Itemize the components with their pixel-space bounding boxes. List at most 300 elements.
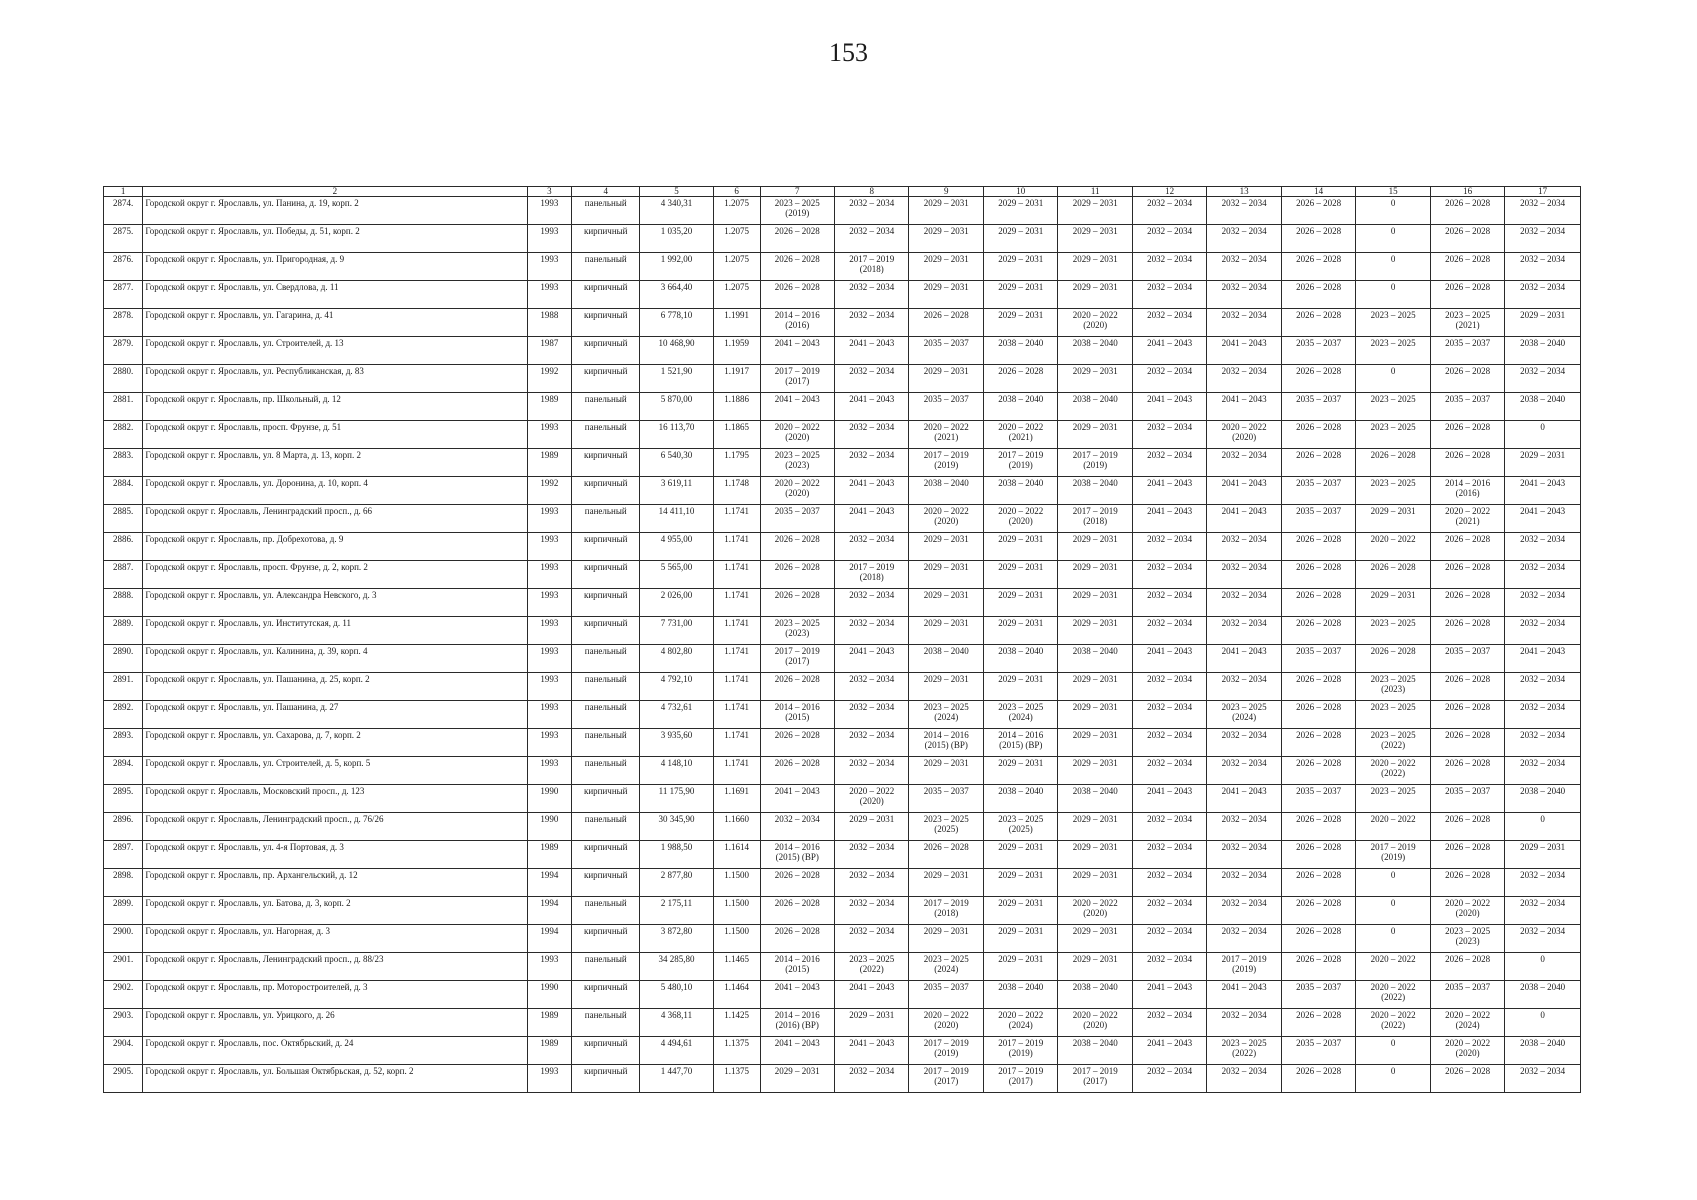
address-cell: Городской округ г. Ярославль, ул. Строителей, д. 5, корп. 5	[143, 757, 527, 785]
table-cell: 2029 – 2031	[1058, 757, 1132, 785]
table-cell: 2029 – 2031	[1356, 505, 1430, 533]
table-cell: 2017 – 2019 (2017)	[760, 645, 834, 673]
table-cell: 2041 – 2043	[1132, 505, 1206, 533]
table-cell: 2035 – 2037	[1430, 981, 1504, 1009]
table-cell: 1.1741	[713, 701, 760, 729]
table-cell: 2032 – 2034	[1207, 617, 1281, 645]
table-cell: 2026 – 2028	[1430, 253, 1504, 281]
table-cell: 2026 – 2028	[1281, 365, 1355, 393]
table-cell: 2032 – 2034	[1505, 757, 1581, 785]
table-cell: 1.1886	[713, 393, 760, 421]
table-cell: 1.1865	[713, 421, 760, 449]
table-cell: 1989	[527, 841, 572, 869]
table-cell: 2029 – 2031	[1058, 589, 1132, 617]
address-cell: Городской округ г. Ярославль, ул. Нагорная, д. 3	[143, 925, 527, 953]
address-cell: Городской округ г. Ярославль, ул. Доронина, д. 10, корп. 4	[143, 477, 527, 505]
table-cell: 2023 – 2025 (2022)	[1207, 1037, 1281, 1065]
row-number-cell: 2904.	[104, 1037, 143, 1065]
table-cell: 6 540,30	[640, 449, 713, 477]
table-cell: 2026 – 2028	[1281, 701, 1355, 729]
row-number-cell: 2884.	[104, 477, 143, 505]
table-cell: 2017 – 2019 (2018)	[835, 561, 909, 589]
table-cell: 2017 – 2019 (2019)	[909, 1037, 983, 1065]
table-cell: 2029 – 2031	[909, 365, 983, 393]
table-cell: 2035 – 2037	[1430, 645, 1504, 673]
table-cell: 2020 – 2022 (2022)	[1356, 1009, 1430, 1037]
table-cell: 2029 – 2031	[983, 869, 1057, 897]
table-cell: кирпичный	[572, 869, 640, 897]
table-cell: 2041 – 2043	[1207, 337, 1281, 365]
table-cell: 2026 – 2028	[1281, 225, 1355, 253]
row-number-cell: 2880.	[104, 365, 143, 393]
table-cell: 1993	[527, 225, 572, 253]
table-cell: 2026 – 2028	[1430, 589, 1504, 617]
table-row	[104, 841, 1581, 869]
column-header-7: 7	[760, 187, 834, 197]
table-cell: 1.1375	[713, 1065, 760, 1093]
table-cell: 2020 – 2022 (2022)	[1356, 981, 1430, 1009]
table-cell: 2029 – 2031	[909, 225, 983, 253]
table-cell: 0	[1356, 869, 1430, 897]
table-cell: 1.1795	[713, 449, 760, 477]
table-cell: 2023 – 2025 (2022)	[1356, 729, 1430, 757]
table-cell: 5 870,00	[640, 393, 713, 421]
table-cell: 2032 – 2034	[1207, 757, 1281, 785]
table-cell: кирпичный	[572, 841, 640, 869]
table-cell: 30 345,90	[640, 813, 713, 841]
table-cell: 2032 – 2034	[1132, 953, 1206, 981]
column-header-3: 3	[527, 187, 572, 197]
address-cell: Городской округ г. Ярославль, Ленинградский просп., д. 76/26	[143, 813, 527, 841]
table-cell: 2038 – 2040	[983, 337, 1057, 365]
table-cell: 2 175,11	[640, 897, 713, 925]
table-cell: 4 792,10	[640, 673, 713, 701]
table-cell: панельный	[572, 953, 640, 981]
column-header-17: 17	[1505, 187, 1581, 197]
table-cell: 2026 – 2028	[760, 869, 834, 897]
table-cell: 2032 – 2034	[835, 533, 909, 561]
table-row	[104, 673, 1581, 701]
table-cell: 2032 – 2034	[1207, 253, 1281, 281]
table-cell: 2029 – 2031	[1058, 869, 1132, 897]
table-cell: 34 285,80	[640, 953, 713, 981]
table-row	[104, 393, 1581, 421]
table-cell: панельный	[572, 505, 640, 533]
table-cell: 1.1741	[713, 757, 760, 785]
table-cell: 2026 – 2028	[1430, 673, 1504, 701]
table-cell: 2023 – 2025	[1356, 617, 1430, 645]
table-cell: 1990	[527, 785, 572, 813]
table-cell: 2026 – 2028	[1430, 281, 1504, 309]
table-cell: 2029 – 2031	[983, 757, 1057, 785]
table-cell: 2041 – 2043	[1207, 505, 1281, 533]
table-cell: 2041 – 2043	[835, 393, 909, 421]
table-cell: 1.1991	[713, 309, 760, 337]
table-row	[104, 813, 1581, 841]
table-cell: 2029 – 2031	[983, 953, 1057, 981]
table-cell: 2032 – 2034	[1505, 897, 1581, 925]
table-cell: 2038 – 2040	[1505, 981, 1581, 1009]
table-cell: 2026 – 2028	[1281, 869, 1355, 897]
table-cell: панельный	[572, 897, 640, 925]
table-cell: 11 175,90	[640, 785, 713, 813]
row-number-cell: 2886.	[104, 533, 143, 561]
address-cell: Городской округ г. Ярославль, ул. Строителей, д. 13	[143, 337, 527, 365]
row-number-cell: 2888.	[104, 589, 143, 617]
table-cell: 1.1425	[713, 1009, 760, 1037]
table-cell: 16 113,70	[640, 421, 713, 449]
table-cell: 2029 – 2031	[1058, 701, 1132, 729]
row-number-cell: 2875.	[104, 225, 143, 253]
table-cell: 2017 – 2019 (2019)	[983, 1037, 1057, 1065]
table-cell: 0	[1356, 925, 1430, 953]
table-cell: панельный	[572, 197, 640, 225]
column-header-5: 5	[640, 187, 713, 197]
table-cell: 1989	[527, 1037, 572, 1065]
table-cell: 1989	[527, 393, 572, 421]
table-row	[104, 281, 1581, 309]
table-row	[104, 253, 1581, 281]
address-cell: Городской округ г. Ярославль, пр. Добрехотова, д. 9	[143, 533, 527, 561]
table-cell: 2032 – 2034	[835, 589, 909, 617]
column-header-11: 11	[1058, 187, 1132, 197]
table-cell: 2026 – 2028	[1281, 617, 1355, 645]
table-cell: 2032 – 2034	[1207, 897, 1281, 925]
table-cell: 1.1500	[713, 897, 760, 925]
table-cell: 2032 – 2034	[1207, 225, 1281, 253]
table-cell: 1.1660	[713, 813, 760, 841]
table-cell: 2026 – 2028	[1281, 841, 1355, 869]
table-cell: 2026 – 2028	[760, 673, 834, 701]
table-cell: 2014 – 2016 (2016) (ВР)	[760, 1009, 834, 1037]
table-cell: 2041 – 2043	[760, 1037, 834, 1065]
table-cell: 1993	[527, 421, 572, 449]
table-cell: 2020 – 2022 (2021)	[909, 421, 983, 449]
row-number-cell: 2892.	[104, 701, 143, 729]
table-cell: 2038 – 2040	[983, 393, 1057, 421]
table-cell: 0	[1356, 1037, 1430, 1065]
table-cell: кирпичный	[572, 1065, 640, 1093]
address-cell: Городской округ г. Ярославль, ул. Пашанина, д. 27	[143, 701, 527, 729]
table-cell: 2029 – 2031	[1058, 729, 1132, 757]
address-cell: Городской округ г. Ярославль, ул. Пашанина, д. 25, корп. 2	[143, 673, 527, 701]
table-cell: 2029 – 2031	[1356, 589, 1430, 617]
table-cell: 2020 – 2022 (2020)	[1058, 309, 1132, 337]
table-cell: 2029 – 2031	[983, 197, 1057, 225]
table-cell: 2032 – 2034	[1505, 701, 1581, 729]
table-cell: 2041 – 2043	[1207, 393, 1281, 421]
table-cell: 2041 – 2043	[760, 393, 834, 421]
table-cell: 2038 – 2040	[909, 645, 983, 673]
table-cell: 2041 – 2043	[760, 981, 834, 1009]
table-cell: 2023 – 2025	[1356, 309, 1430, 337]
table-cell: кирпичный	[572, 281, 640, 309]
table-cell: 2029 – 2031	[983, 561, 1057, 589]
table-cell: 2026 – 2028	[1430, 197, 1504, 225]
address-cell: Городской округ г. Ярославль, ул. Калинина, д. 39, корп. 4	[143, 645, 527, 673]
table-cell: 1993	[527, 253, 572, 281]
table-cell: 2014 – 2016 (2015)	[760, 701, 834, 729]
address-cell: Городской округ г. Ярославль, пр. Моторостроителей, д. 3	[143, 981, 527, 1009]
row-number-cell: 2893.	[104, 729, 143, 757]
table-cell: 2020 – 2022 (2020)	[983, 505, 1057, 533]
table-cell: 2014 – 2016 (2016)	[760, 309, 834, 337]
table-cell: 2032 – 2034	[1505, 869, 1581, 897]
table-cell: 2032 – 2034	[835, 701, 909, 729]
table-cell: 2032 – 2034	[1132, 225, 1206, 253]
table-cell: 1993	[527, 673, 572, 701]
table-row	[104, 365, 1581, 393]
table-cell: 4 368,11	[640, 1009, 713, 1037]
table-cell: 2026 – 2028	[1281, 197, 1355, 225]
table-cell: 2020 – 2022 (2024)	[983, 1009, 1057, 1037]
table-cell: 0	[1356, 281, 1430, 309]
table-cell: 2029 – 2031	[909, 197, 983, 225]
table-cell: 4 955,00	[640, 533, 713, 561]
column-header-14: 14	[1281, 187, 1355, 197]
table-cell: 1993	[527, 589, 572, 617]
table-cell: 2032 – 2034	[835, 449, 909, 477]
table-cell: 2029 – 2031	[1058, 561, 1132, 589]
table-cell: 2032 – 2034	[1132, 757, 1206, 785]
table-cell: 1.1465	[713, 953, 760, 981]
table-cell: 2032 – 2034	[1207, 197, 1281, 225]
table-cell: 2041 – 2043	[835, 477, 909, 505]
table-cell: 2029 – 2031	[909, 533, 983, 561]
table-cell: 2041 – 2043	[760, 785, 834, 813]
table-cell: 2029 – 2031	[909, 869, 983, 897]
column-header-4: 4	[572, 187, 640, 197]
table-cell: 4 732,61	[640, 701, 713, 729]
table-cell: 2038 – 2040	[983, 785, 1057, 813]
table-cell: 3 664,40	[640, 281, 713, 309]
table-cell: 2020 – 2022 (2021)	[983, 421, 1057, 449]
table-cell: 2032 – 2034	[1207, 729, 1281, 757]
table-cell: 1993	[527, 645, 572, 673]
table-cell: 2029 – 2031	[909, 673, 983, 701]
table-cell: 2035 – 2037	[1281, 477, 1355, 505]
row-number-cell: 2887.	[104, 561, 143, 589]
row-number-cell: 2899.	[104, 897, 143, 925]
table-cell: 2032 – 2034	[1132, 309, 1206, 337]
table-cell: 2035 – 2037	[1281, 505, 1355, 533]
table-cell: 2029 – 2031	[983, 673, 1057, 701]
table-cell: 2032 – 2034	[1132, 421, 1206, 449]
table-cell: 2017 – 2019 (2019)	[1356, 841, 1430, 869]
address-cell: Городской округ г. Ярославль, пос. Октябрьский, д. 24	[143, 1037, 527, 1065]
table-cell: кирпичный	[572, 449, 640, 477]
address-cell: Городской округ г. Ярославль, ул. Урицкого, д. 26	[143, 1009, 527, 1037]
table-cell: панельный	[572, 1009, 640, 1037]
table-cell: 4 494,61	[640, 1037, 713, 1065]
table-cell: 2032 – 2034	[835, 421, 909, 449]
table-cell: 2038 – 2040	[1058, 785, 1132, 813]
table-cell: 2032 – 2034	[1207, 365, 1281, 393]
table-cell: 2026 – 2028	[1430, 869, 1504, 897]
table-cell: 1994	[527, 869, 572, 897]
table-cell: 2035 – 2037	[1281, 393, 1355, 421]
table-cell: 0	[1505, 1009, 1581, 1037]
table-cell: 5 480,10	[640, 981, 713, 1009]
table-cell: 2026 – 2028	[1281, 673, 1355, 701]
table-cell: 2032 – 2034	[1207, 1065, 1281, 1093]
table-cell: 1994	[527, 925, 572, 953]
table-cell: 2023 – 2025	[1356, 785, 1430, 813]
column-number-row	[104, 187, 1581, 197]
table-cell: 2041 – 2043	[835, 981, 909, 1009]
table-row	[104, 729, 1581, 757]
table-cell: 2020 – 2022 (2020)	[1058, 897, 1132, 925]
table-cell: 2035 – 2037	[1281, 981, 1355, 1009]
table-row	[104, 1065, 1581, 1093]
table-cell: 0	[1505, 813, 1581, 841]
table-cell: панельный	[572, 253, 640, 281]
table-cell: 2020 – 2022	[1356, 953, 1430, 981]
table-cell: 2029 – 2031	[1058, 953, 1132, 981]
table-cell: 1 447,70	[640, 1065, 713, 1093]
address-cell: Городской округ г. Ярославль, просп. Фрунзе, д. 51	[143, 421, 527, 449]
table-cell: 2023 – 2025 (2023)	[760, 617, 834, 645]
table-cell: 2032 – 2034	[1132, 561, 1206, 589]
row-number-cell: 2876.	[104, 253, 143, 281]
table-cell: кирпичный	[572, 1037, 640, 1065]
table-cell: 2032 – 2034	[1505, 1065, 1581, 1093]
table-cell: кирпичный	[572, 477, 640, 505]
address-cell: Городской округ г. Ярославль, ул. Александра Невского, д. 3	[143, 589, 527, 617]
table-cell: 2041 – 2043	[1207, 645, 1281, 673]
row-number-cell: 2879.	[104, 337, 143, 365]
table-cell: 2029 – 2031	[983, 617, 1057, 645]
table-cell: 1993	[527, 281, 572, 309]
row-number-cell: 2885.	[104, 505, 143, 533]
table-cell: 2032 – 2034	[1505, 197, 1581, 225]
table-cell: 2038 – 2040	[1058, 1037, 1132, 1065]
table-cell: 2020 – 2022	[1356, 813, 1430, 841]
table-row	[104, 953, 1581, 981]
table-cell: 2029 – 2031	[1058, 197, 1132, 225]
table-cell: 1993	[527, 617, 572, 645]
table-cell: 2032 – 2034	[1132, 1009, 1206, 1037]
table-cell: кирпичный	[572, 337, 640, 365]
column-header-13: 13	[1207, 187, 1281, 197]
address-cell: Городской округ г. Ярославль, ул. Пригородная, д. 9	[143, 253, 527, 281]
table-cell: 2023 – 2025 (2024)	[1207, 701, 1281, 729]
table-cell: 1.2075	[713, 253, 760, 281]
table-cell: 2041 – 2043	[1505, 645, 1581, 673]
table-cell: 2038 – 2040	[983, 981, 1057, 1009]
table-cell: 2032 – 2034	[1132, 729, 1206, 757]
table-row	[104, 1037, 1581, 1065]
table-cell: 2032 – 2034	[835, 309, 909, 337]
table-cell: 1989	[527, 449, 572, 477]
table-cell: 2032 – 2034	[835, 225, 909, 253]
table-cell: 2038 – 2040	[1505, 393, 1581, 421]
table-cell: 1 988,50	[640, 841, 713, 869]
table-cell: 1.1748	[713, 477, 760, 505]
table-cell: 2026 – 2028	[760, 729, 834, 757]
table-cell: 2014 – 2016 (2015) (ВР)	[760, 841, 834, 869]
table-cell: 0	[1356, 253, 1430, 281]
table-cell: 2029 – 2031	[909, 617, 983, 645]
table-cell: 2017 – 2019 (2019)	[909, 449, 983, 477]
table-row	[104, 785, 1581, 813]
column-header-12: 12	[1132, 187, 1206, 197]
table-cell: 2041 – 2043	[1132, 477, 1206, 505]
table-cell: 2026 – 2028	[1281, 533, 1355, 561]
table-cell: 2032 – 2034	[835, 197, 909, 225]
table-cell: 2029 – 2031	[983, 281, 1057, 309]
table-cell: 2035 – 2037	[909, 785, 983, 813]
table-row	[104, 757, 1581, 785]
table-cell: 2017 – 2019 (2019)	[983, 449, 1057, 477]
table-cell: 2029 – 2031	[983, 841, 1057, 869]
table-cell: 1 035,20	[640, 225, 713, 253]
table-cell: 2014 – 2016 (2015) (ВР)	[909, 729, 983, 757]
table-cell: 1.1741	[713, 505, 760, 533]
table-cell: 2020 – 2022 (2020)	[760, 421, 834, 449]
table-cell: 2026 – 2028	[760, 281, 834, 309]
table-cell: 2029 – 2031	[983, 897, 1057, 925]
table-cell: 2023 – 2025 (2025)	[983, 813, 1057, 841]
table-row	[104, 561, 1581, 589]
table-cell: 2029 – 2031	[983, 309, 1057, 337]
table-cell: 2029 – 2031	[983, 589, 1057, 617]
table-cell: кирпичный	[572, 533, 640, 561]
table-row	[104, 981, 1581, 1009]
address-cell: Городской округ г. Ярославль, ул. Свердлова, д. 11	[143, 281, 527, 309]
table-body	[104, 197, 1581, 1093]
table-cell: 2035 – 2037	[1281, 645, 1355, 673]
table-cell: 1993	[527, 729, 572, 757]
address-cell: Городской округ г. Ярославль, ул. Панина, д. 19, корп. 2	[143, 197, 527, 225]
table-cell: 2032 – 2034	[1132, 673, 1206, 701]
row-number-cell: 2894.	[104, 757, 143, 785]
table-cell: 2032 – 2034	[835, 617, 909, 645]
table-cell: 1993	[527, 561, 572, 589]
address-cell: Городской округ г. Ярославль, пр. Архангельский, д. 12	[143, 869, 527, 897]
address-cell: Городской округ г. Ярославль, ул. 8 Марта, д. 13, корп. 2	[143, 449, 527, 477]
table-cell: 2026 – 2028	[1430, 421, 1504, 449]
table-cell: 2032 – 2034	[835, 925, 909, 953]
table-cell: 2038 – 2040	[1505, 337, 1581, 365]
row-number-cell: 2878.	[104, 309, 143, 337]
row-number-cell: 2891.	[104, 673, 143, 701]
table-cell: 2020 – 2022 (2022)	[1356, 757, 1430, 785]
table-cell: 2026 – 2028	[1281, 897, 1355, 925]
table-cell: 2038 – 2040	[983, 477, 1057, 505]
table-cell: 2038 – 2040	[1505, 785, 1581, 813]
table-cell: 14 411,10	[640, 505, 713, 533]
row-number-cell: 2883.	[104, 449, 143, 477]
table-cell: 2038 – 2040	[1505, 1037, 1581, 1065]
table-cell: 2032 – 2034	[835, 869, 909, 897]
table-cell: 2029 – 2031	[1058, 813, 1132, 841]
table-cell: 2041 – 2043	[1132, 337, 1206, 365]
table-cell: 2032 – 2034	[1132, 281, 1206, 309]
table-cell: 2020 – 2022 (2020)	[835, 785, 909, 813]
table-cell: 2032 – 2034	[1505, 729, 1581, 757]
table-cell: 2032 – 2034	[1505, 365, 1581, 393]
table-cell: 2032 – 2034	[1505, 617, 1581, 645]
table-cell: 1987	[527, 337, 572, 365]
column-header-16: 16	[1430, 187, 1504, 197]
table-cell: 2038 – 2040	[983, 645, 1057, 673]
table-cell: 1988	[527, 309, 572, 337]
table-cell: 2038 – 2040	[1058, 477, 1132, 505]
table-cell: панельный	[572, 645, 640, 673]
table-cell: 2032 – 2034	[1132, 869, 1206, 897]
table-cell: кирпичный	[572, 981, 640, 1009]
